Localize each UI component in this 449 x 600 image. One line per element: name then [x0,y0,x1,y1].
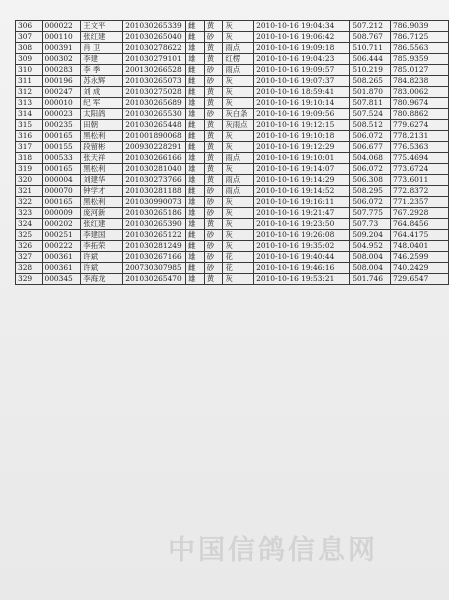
rank-cell: 315 [16,120,43,131]
arrival-time-cell: 2010-10-16 19:06:42 [254,32,350,43]
sex-cell: 雌 [186,186,205,197]
sex-cell: 雌 [186,241,205,252]
table-row [16,76,449,87]
ring-number-cell: 201030281249 [123,241,186,252]
distance-cell: 504.952 [350,241,391,252]
table-row [16,252,449,263]
sex-cell: 雌 [186,120,205,131]
member-id-cell: 000165 [42,131,81,142]
name-cell: 李海龙 [81,274,123,285]
speed-cell: 779.6274 [391,120,449,131]
arrival-time-cell: 2010-10-16 19:14:52 [254,186,350,197]
table-row [16,164,449,175]
color-cell: 雨点 [223,65,254,76]
eye-cell: 黄 [204,120,223,131]
member-id-cell: 000165 [42,197,81,208]
ring-number-cell: 201030273766 [123,175,186,186]
arrival-time-cell: 2010-10-16 19:12:15 [254,120,350,131]
eye-cell: 黄 [204,131,223,142]
distance-cell: 501.746 [350,274,391,285]
eye-cell: 砂 [204,241,223,252]
ring-number-cell: 201030279101 [123,54,186,65]
eye-cell: 黄 [204,164,223,175]
arrival-time-cell: 2010-10-16 18:59:41 [254,87,350,98]
name-cell: 黑松利 [81,131,123,142]
member-id-cell: 000196 [42,76,81,87]
table-row [16,32,449,43]
rank-cell: 326 [16,241,43,252]
color-cell: 灰 [223,274,254,285]
rank-cell: 324 [16,219,43,230]
distance-cell: 508.767 [350,32,391,43]
distance-cell: 510.219 [350,65,391,76]
rank-cell: 317 [16,142,43,153]
eye-cell: 黄 [204,153,223,164]
distance-cell: 509.204 [350,230,391,241]
color-cell: 雨点 [223,175,254,186]
arrival-time-cell: 2010-10-16 19:14:07 [254,164,350,175]
speed-cell: 783.0062 [391,87,449,98]
arrival-time-cell: 2010-10-16 19:10:18 [254,131,350,142]
table-row [16,98,449,109]
eye-cell: 黄 [204,21,223,32]
arrival-time-cell: 2010-10-16 19:10:01 [254,153,350,164]
ring-number-cell: 201030267166 [123,252,186,263]
member-id-cell: 000023 [42,109,81,120]
rank-cell: 323 [16,208,43,219]
sex-cell: 雄 [186,153,205,164]
sex-cell: 雌 [186,131,205,142]
rank-cell: 327 [16,252,43,263]
color-cell: 灰 [223,219,254,230]
distance-cell: 506.072 [350,164,391,175]
eye-cell: 砂 [204,32,223,43]
member-id-cell: 000165 [42,164,81,175]
color-cell: 灰 [223,197,254,208]
results-table [15,20,449,285]
distance-cell: 506.444 [350,54,391,65]
rank-cell: 308 [16,43,43,54]
speed-cell: 764.8456 [391,219,449,230]
name-cell: 钟学才 [81,186,123,197]
ring-number-cell: 201001890068 [123,131,186,142]
table-row [16,65,449,76]
distance-cell: 506.308 [350,175,391,186]
speed-cell: 740.2429 [391,263,449,274]
table-row [16,230,449,241]
sex-cell: 雄 [186,43,205,54]
table-row [16,241,449,252]
speed-cell: 778.2131 [391,131,449,142]
member-id-cell: 000283 [42,65,81,76]
rank-cell: 311 [16,76,43,87]
ring-number-cell: 201030265339 [123,21,186,32]
table-row [16,219,449,230]
sex-cell: 雌 [186,142,205,153]
eye-cell: 黄 [204,274,223,285]
rank-cell: 319 [16,164,43,175]
table-row [16,120,449,131]
ring-number-cell: 201030990073 [123,197,186,208]
name-cell: 张红建 [81,219,123,230]
color-cell: 花 [223,252,254,263]
name-cell: 王文平 [81,21,123,32]
sex-cell: 雄 [186,164,205,175]
arrival-time-cell: 2010-10-16 19:53:21 [254,274,350,285]
speed-cell: 773.6011 [391,175,449,186]
arrival-time-cell: 2010-10-16 19:16:11 [254,197,350,208]
name-cell: 张天祥 [81,153,123,164]
speed-cell: 776.5363 [391,142,449,153]
name-cell: 庞河新 [81,208,123,219]
arrival-time-cell: 2010-10-16 19:21:47 [254,208,350,219]
rank-cell: 329 [16,274,43,285]
eye-cell: 黄 [204,87,223,98]
distance-cell: 507.775 [350,208,391,219]
sex-cell: 雄 [186,109,205,120]
ring-number-cell: 200130266528 [123,65,186,76]
color-cell: 花 [223,263,254,274]
arrival-time-cell: 2010-10-16 19:40:44 [254,252,350,263]
watermark: 中国信鸽信息网 [168,535,378,566]
eye-cell: 黄 [204,175,223,186]
color-cell: 雨点 [223,186,254,197]
distance-cell: 506.072 [350,197,391,208]
color-cell: 灰 [223,208,254,219]
arrival-time-cell: 2010-10-16 19:04:34 [254,21,350,32]
sex-cell: 雌 [186,32,205,43]
speed-cell: 773.6724 [391,164,449,175]
sex-cell: 雄 [186,208,205,219]
ring-number-cell: 201030266166 [123,153,186,164]
table-row [16,175,449,186]
results-table-body [16,21,449,285]
rank-cell: 320 [16,175,43,186]
rank-cell: 314 [16,109,43,120]
sex-cell: 雄 [186,175,205,186]
rank-cell: 316 [16,131,43,142]
sex-cell: 雌 [186,21,205,32]
color-cell: 灰白条 [223,109,254,120]
member-id-cell: 000010 [42,98,81,109]
table-row [16,274,449,285]
member-id-cell: 000222 [42,241,81,252]
speed-cell: 771.2357 [391,197,449,208]
ring-number-cell: 201030278622 [123,43,186,54]
table-row [16,142,449,153]
member-id-cell: 000110 [42,32,81,43]
color-cell: 雨点 [223,43,254,54]
eye-cell: 砂 [204,252,223,263]
eye-cell: 砂 [204,76,223,87]
color-cell: 灰 [223,142,254,153]
speed-cell: 780.9674 [391,98,449,109]
eye-cell: 砂 [204,197,223,208]
member-id-cell: 000533 [42,153,81,164]
sex-cell: 雄 [186,252,205,263]
speed-cell: 786.7125 [391,32,449,43]
name-cell: 李建 [81,54,123,65]
rank-cell: 322 [16,197,43,208]
ring-number-cell: 201030265122 [123,230,186,241]
member-id-cell: 000022 [42,21,81,32]
distance-cell: 507.212 [350,21,391,32]
member-id-cell: 000202 [42,219,81,230]
arrival-time-cell: 2010-10-16 19:04:23 [254,54,350,65]
rank-cell: 309 [16,54,43,65]
eye-cell: 砂 [204,186,223,197]
member-id-cell: 000391 [42,43,81,54]
distance-cell: 508.512 [350,120,391,131]
eye-cell: 黄 [204,142,223,153]
name-cell: 苏永辉 [81,76,123,87]
member-id-cell: 000361 [42,252,81,263]
rank-cell: 307 [16,32,43,43]
name-cell: 许斌 [81,252,123,263]
name-cell: 刘建华 [81,175,123,186]
table-row [16,186,449,197]
member-id-cell: 000302 [42,54,81,65]
distance-cell: 508.265 [350,76,391,87]
ring-number-cell: 201030265448 [123,120,186,131]
ring-number-cell: 201030281188 [123,186,186,197]
ring-number-cell: 201030265530 [123,109,186,120]
rank-cell: 325 [16,230,43,241]
table-row [16,131,449,142]
speed-cell: 746.2599 [391,252,449,263]
member-id-cell: 000251 [42,230,81,241]
speed-cell: 784.8238 [391,76,449,87]
speed-cell: 729.6547 [391,274,449,285]
ring-number-cell: 201030281040 [123,164,186,175]
rank-cell: 318 [16,153,43,164]
color-cell: 灰 [223,87,254,98]
table-row [16,153,449,164]
eye-cell: 砂 [204,263,223,274]
color-cell: 灰 [223,131,254,142]
table-row [16,197,449,208]
sex-cell: 雌 [186,87,205,98]
distance-cell: 504.068 [350,153,391,164]
member-id-cell: 000235 [42,120,81,131]
sex-cell: 雌 [186,76,205,87]
color-cell: 灰 [223,32,254,43]
member-id-cell: 000004 [42,175,81,186]
sex-cell: 雄 [186,54,205,65]
distance-cell: 508.004 [350,263,391,274]
speed-cell: 764.4175 [391,230,449,241]
member-id-cell: 000247 [42,87,81,98]
rank-cell: 313 [16,98,43,109]
name-cell: 黑松利 [81,197,123,208]
name-cell: 李 季 [81,65,123,76]
eye-cell: 砂 [204,208,223,219]
ring-number-cell: 201030265186 [123,208,186,219]
member-id-cell: 000009 [42,208,81,219]
color-cell: 灰 [223,164,254,175]
name-cell: 李建国 [81,230,123,241]
arrival-time-cell: 2010-10-16 19:09:56 [254,109,350,120]
speed-cell: 785.9359 [391,54,449,65]
distance-cell: 501.870 [350,87,391,98]
arrival-time-cell: 2010-10-16 19:09:57 [254,65,350,76]
distance-cell: 510.711 [350,43,391,54]
ring-number-cell: 201030265689 [123,98,186,109]
speed-cell: 775.4694 [391,153,449,164]
distance-cell: 507.73 [350,219,391,230]
speed-cell: 786.9039 [391,21,449,32]
speed-cell: 772.8372 [391,186,449,197]
name-cell: 刘 成 [81,87,123,98]
sex-cell: 雌 [186,230,205,241]
distance-cell: 506.677 [350,142,391,153]
arrival-time-cell: 2010-10-16 19:23:50 [254,219,350,230]
name-cell: 太阳鸽 [81,109,123,120]
color-cell: 红楞 [223,54,254,65]
arrival-time-cell: 2010-10-16 19:14:29 [254,175,350,186]
eye-cell: 黄 [204,54,223,65]
speed-cell: 767.2928 [391,208,449,219]
arrival-time-cell: 2010-10-16 19:12:29 [254,142,350,153]
name-cell: 肖 卫 [81,43,123,54]
arrival-time-cell: 2010-10-16 19:46:16 [254,263,350,274]
arrival-time-cell: 2010-10-16 19:09:18 [254,43,350,54]
eye-cell: 黄 [204,43,223,54]
eye-cell: 砂 [204,109,223,120]
name-cell: 段留彬 [81,142,123,153]
arrival-time-cell: 2010-10-16 19:07:37 [254,76,350,87]
speed-cell: 785.0127 [391,65,449,76]
name-cell: 纪 军 [81,98,123,109]
table-row [16,54,449,65]
sex-cell: 雌 [186,65,205,76]
eye-cell: 砂 [204,65,223,76]
ring-number-cell: 201030265073 [123,76,186,87]
rank-cell: 310 [16,65,43,76]
eye-cell: 砂 [204,230,223,241]
color-cell: 灰 [223,21,254,32]
name-cell: 许斌 [81,263,123,274]
table-row [16,43,449,54]
name-cell: 黑松利 [81,164,123,175]
ring-number-cell: 201030265390 [123,219,186,230]
speed-cell: 748.0401 [391,241,449,252]
table-row [16,109,449,120]
sex-cell: 雄 [186,197,205,208]
distance-cell: 508.295 [350,186,391,197]
rank-cell: 328 [16,263,43,274]
ring-number-cell: 201030275028 [123,87,186,98]
color-cell: 灰 [223,241,254,252]
name-cell: 田朝 [81,120,123,131]
arrival-time-cell: 2010-10-16 19:26:08 [254,230,350,241]
speed-cell: 786.5563 [391,43,449,54]
sex-cell: 雄 [186,219,205,230]
rank-cell: 306 [16,21,43,32]
color-cell: 灰雨点 [223,120,254,131]
distance-cell: 507.811 [350,98,391,109]
rank-cell: 321 [16,186,43,197]
name-cell: 李拓荣 [81,241,123,252]
ring-number-cell: 200930228291 [123,142,186,153]
rank-cell: 312 [16,87,43,98]
ring-number-cell: 200730307985 [123,263,186,274]
speed-cell: 780.8862 [391,109,449,120]
table-row [16,87,449,98]
distance-cell: 506.072 [350,131,391,142]
sex-cell: 雄 [186,98,205,109]
sex-cell: 雌 [186,263,205,274]
color-cell: 灰 [223,230,254,241]
member-id-cell: 000345 [42,274,81,285]
eye-cell: 黄 [204,98,223,109]
color-cell: 雨点 [223,153,254,164]
ring-number-cell: 201030265040 [123,32,186,43]
eye-cell: 黄 [204,219,223,230]
member-id-cell: 000155 [42,142,81,153]
table-row [16,21,449,32]
member-id-cell: 000361 [42,263,81,274]
member-id-cell: 000070 [42,186,81,197]
name-cell: 张红建 [81,32,123,43]
table-row [16,263,449,274]
distance-cell: 508.004 [350,252,391,263]
arrival-time-cell: 2010-10-16 19:10:14 [254,98,350,109]
arrival-time-cell: 2010-10-16 19:35:02 [254,241,350,252]
sex-cell: 雄 [186,274,205,285]
distance-cell: 507.524 [350,109,391,120]
ring-number-cell: 201030265470 [123,274,186,285]
color-cell: 灰 [223,76,254,87]
table-row [16,208,449,219]
color-cell: 灰 [223,98,254,109]
